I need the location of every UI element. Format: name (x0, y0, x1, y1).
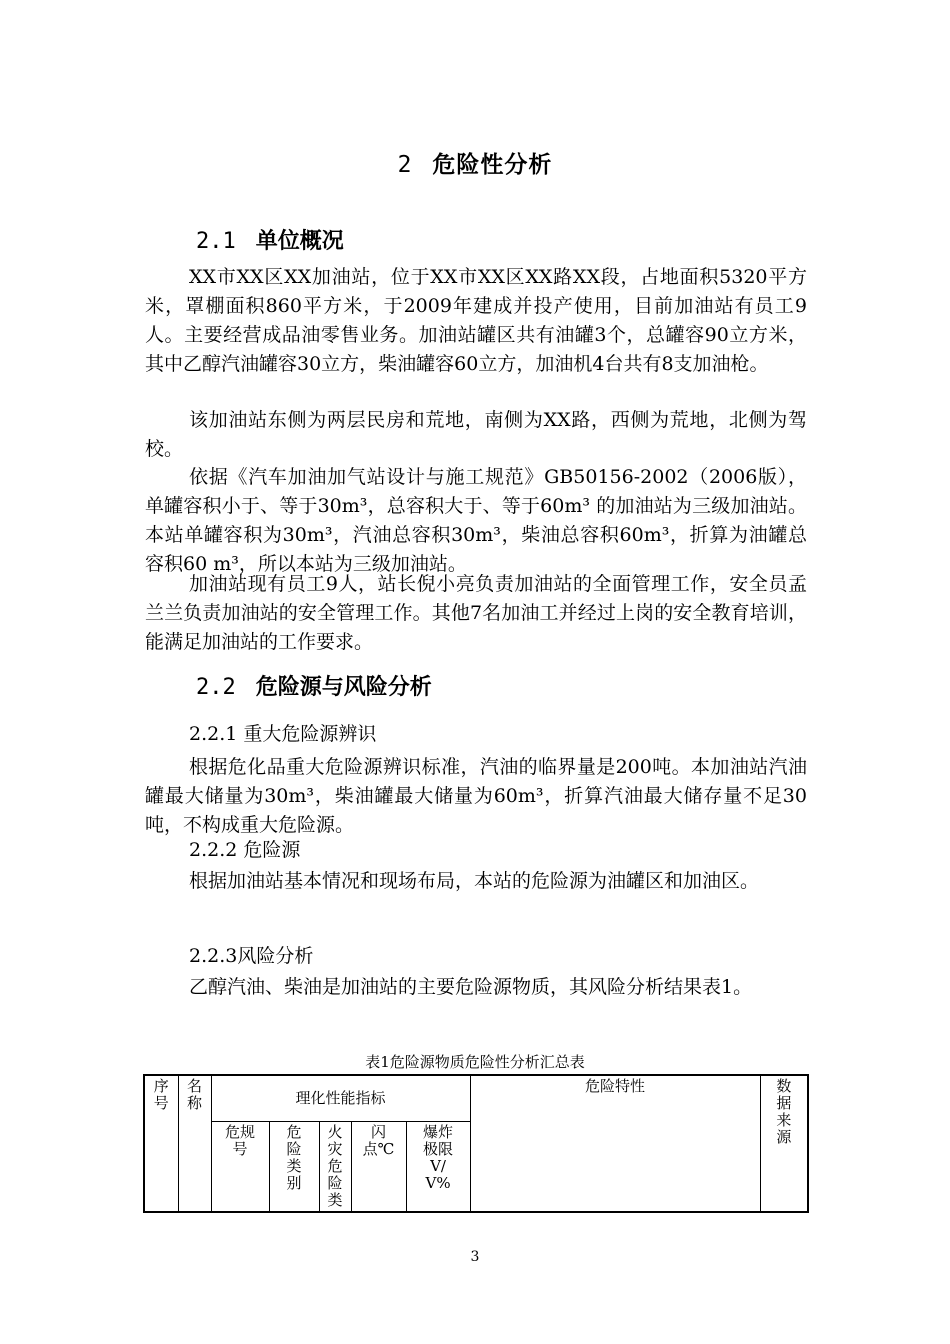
subheading-2-2-3: 2.2.3风险分析 (189, 945, 314, 967)
section-number: 2 (397, 152, 413, 178)
page-number: 3 (470, 1249, 480, 1265)
heading-2-2-text: 危险源与风险分析 (255, 675, 432, 700)
section-title (0, 146, 950, 179)
header-name: 名称 (178, 1075, 211, 1212)
paragraph-surroundings: 该加油站东侧为两层民房和荒地，南侧为XX路，西侧为荒地，北侧为驾校。 (145, 409, 807, 460)
paragraph-overview: XX市XX区XX加油站，位于XX市XX区XX路XX段，占地面积5320平方米，罩棚面积860平方米，于2009年建成并投产使用，目前加油站有员工9人。主要经营成品油零售业务。加油站罐区共有油罐3个，总罐容90立方米，其中乙醇汽油罐容30立方，柴油罐容60立方，加油机4台共有8支加油枪。 (145, 266, 807, 375)
header-properties: 理化性能指标 (211, 1075, 470, 1121)
header-seq: 序号 (144, 1075, 178, 1212)
heading-2-2-number: 2.2 (196, 675, 236, 700)
paragraph-risk-analysis: 乙醇汽油、柴油是加油站的主要危险源物质，其风险分析结果表1。 (189, 976, 753, 998)
header-fire: 火灾危险类 (319, 1121, 351, 1212)
header-hazard: 危险特性 (470, 1075, 760, 1212)
header-flash: 闪点℃ (351, 1121, 406, 1212)
paragraph-hazard-source: 根据加油站基本情况和现场布局，本站的危险源为油罐区和加油区。 (189, 870, 760, 892)
header-code: 危规号 (211, 1121, 269, 1212)
paragraph-staff: 加油站现有员工9人，站长倪小亮负责加油站的全面管理工作，安全员孟兰兰负责加油站的安全管理工作。其他7名加油工并经过上岗的安全教育培训，能满足加油站的工作要求。 (145, 573, 807, 653)
header-source: 数据来源 (760, 1075, 808, 1212)
heading-2-1-text: 单位概况 (255, 229, 344, 254)
heading-2-1 (196, 224, 344, 255)
subheading-2-2-2: 2.2.2 危险源 (189, 839, 301, 861)
header-class: 危险类别 (269, 1121, 319, 1212)
paragraph-grade: 依据《汽车加油加气站设计与施工规范》GB50156-2002（2006版），单罐容积小于、等于30m³，总容积大于、等于60m³ 的加油站为三级加油站。本站单罐容积为30m³，汽油总容积30m³，柴油总容积60m³，折算为油罐总容积60 m³，所以本站为三级加油站。 (145, 466, 807, 575)
paragraph-major-hazard: 根据危化品重大危险源辨识标准，汽油的临界量是200吨。本加油站汽油罐最大储量为30m³，柴油罐最大储量为60m³，折算汽油最大储存量不足30吨，不构成重大危险源。 (145, 756, 807, 836)
table-caption: 表1危险源物质危险性分析汇总表 (365, 1053, 585, 1071)
section-title-text: 危险性分析 (432, 152, 553, 178)
hazard-summary-table (143, 1074, 809, 1213)
heading-2-1-number: 2.1 (196, 229, 236, 254)
header-explosion: 爆炸极限V/V% (406, 1121, 470, 1212)
heading-2-2 (196, 670, 432, 701)
subheading-2-2-1: 2.2.1 重大危险源辨识 (189, 723, 377, 745)
